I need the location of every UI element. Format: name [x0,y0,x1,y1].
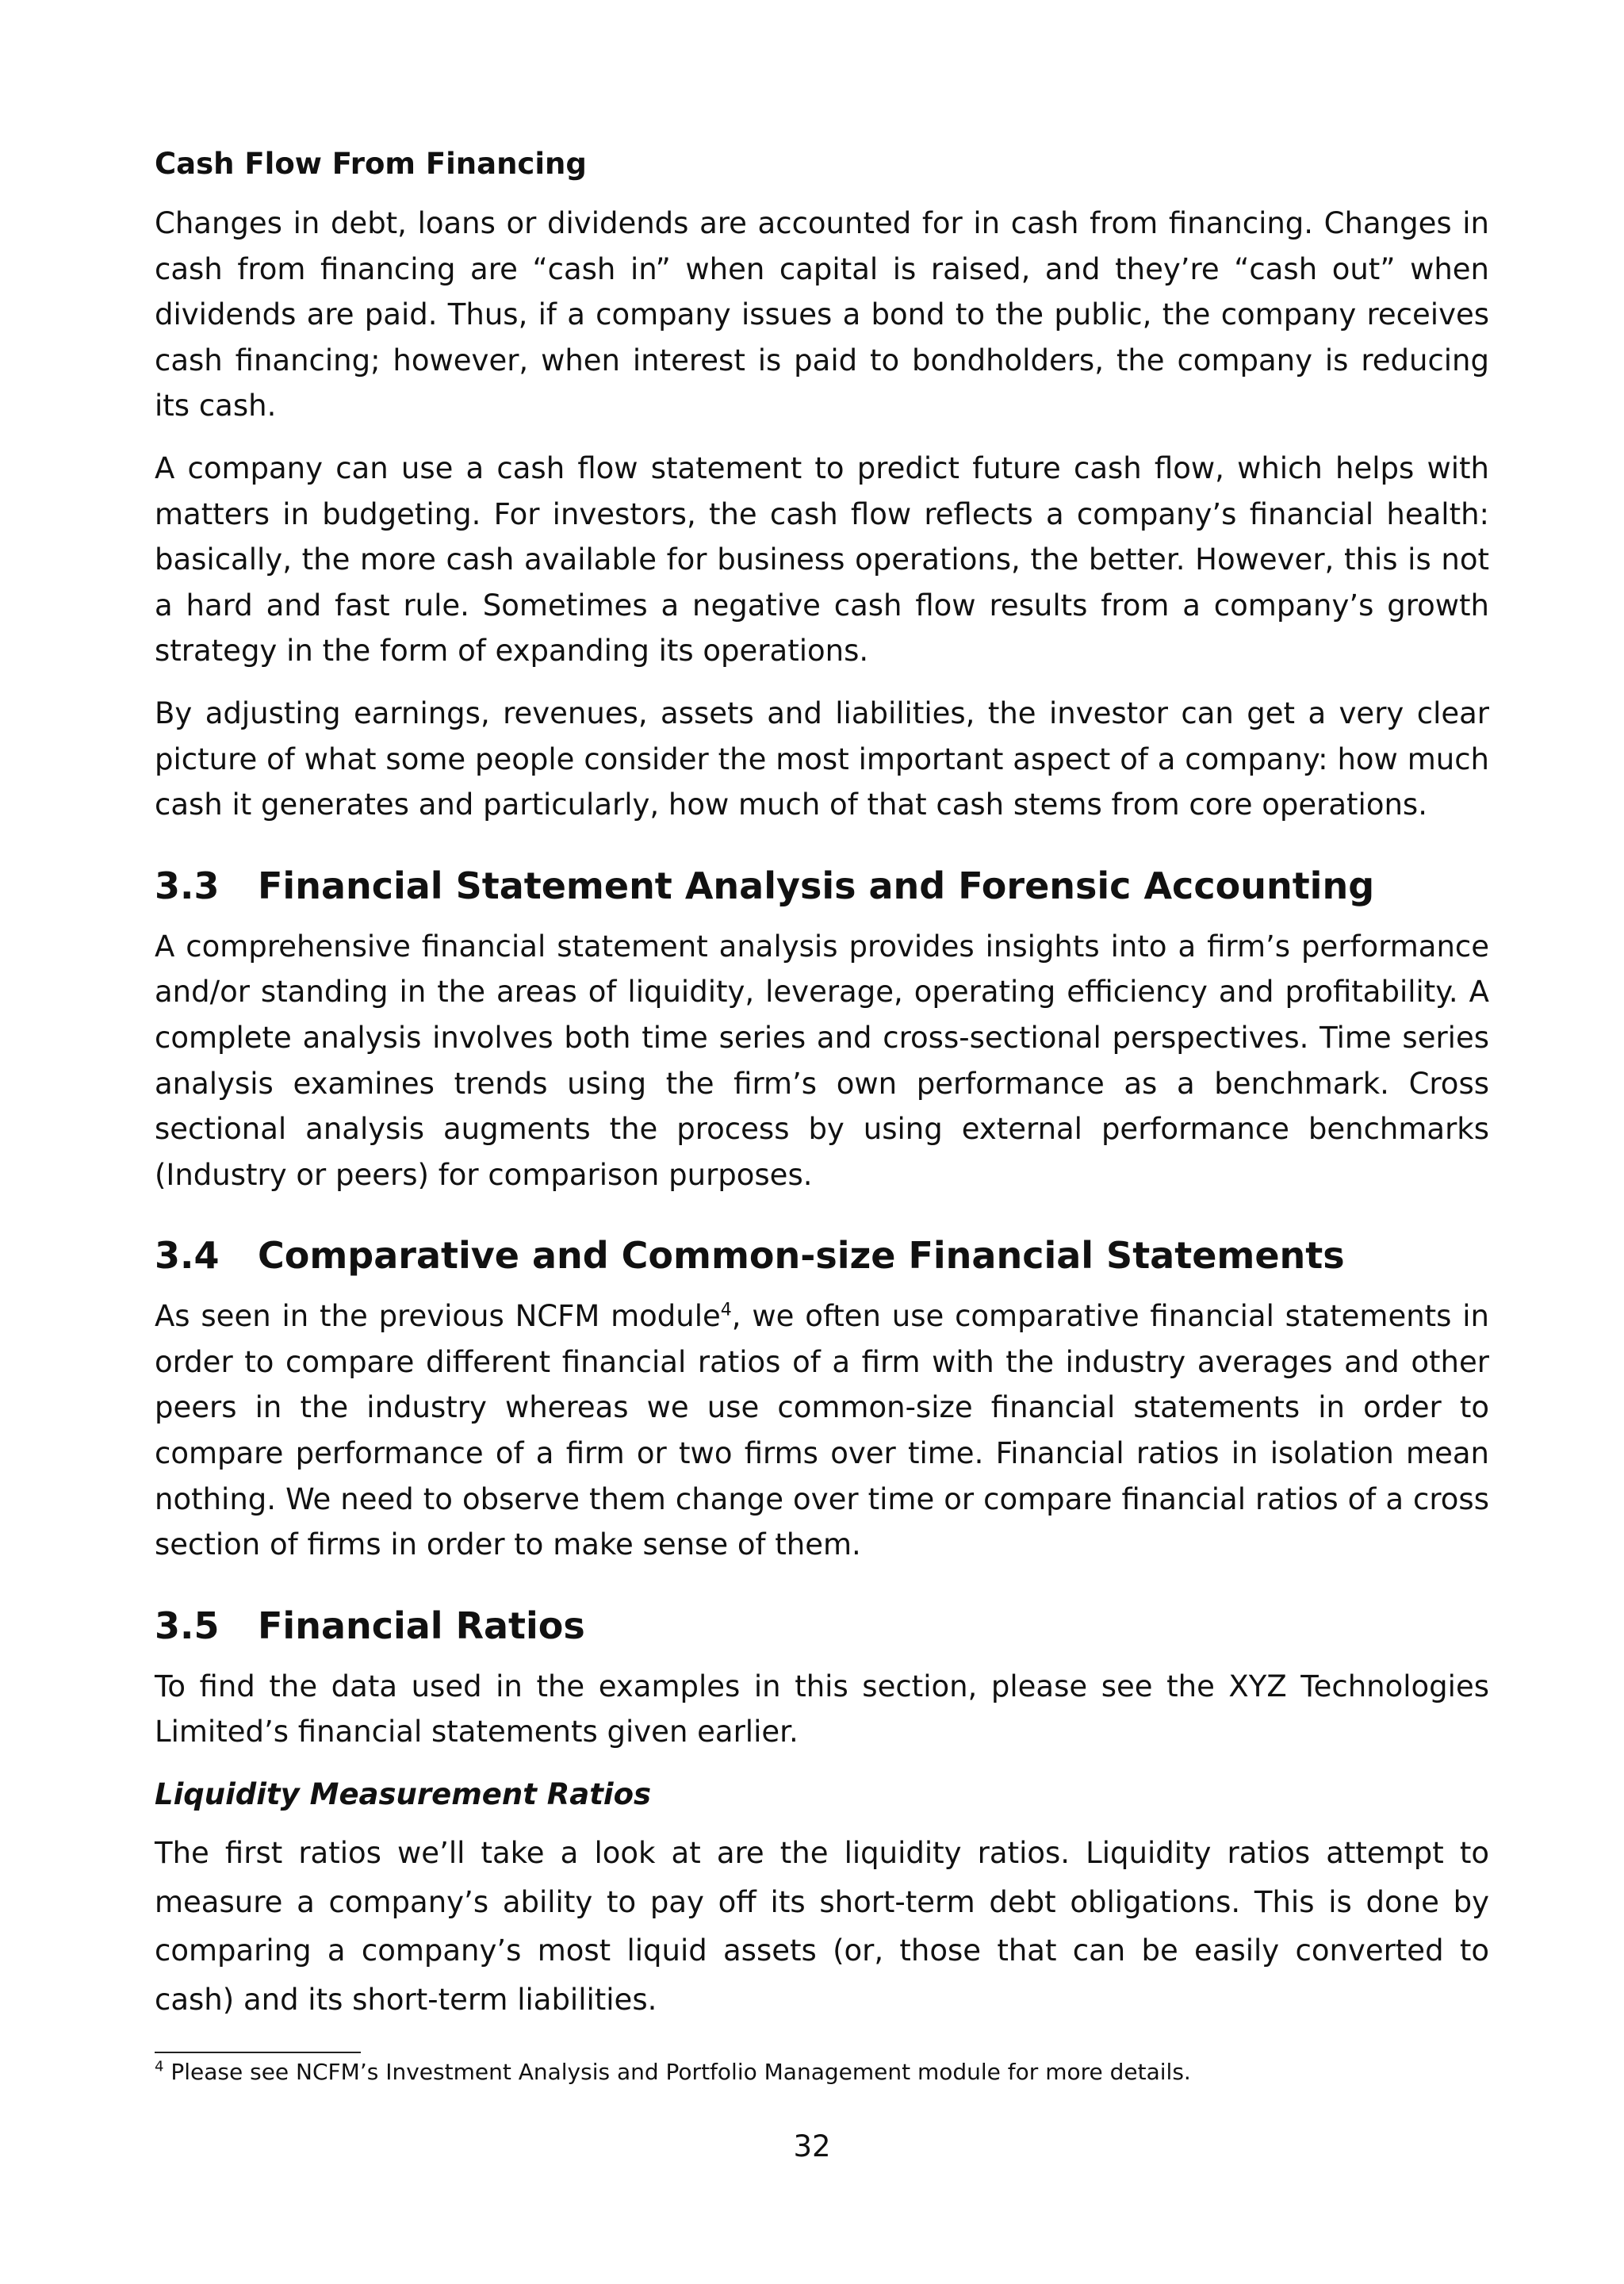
footnote-divider [155,2052,361,2053]
cash-flow-financing-paragraph-1: Changes in debt, loans or dividends are accounted for in cash from financing. Changes in cash from financing are “cash in” when capital is raised, and they’re “cash out” when dividends are paid. Thus, if a company issues a bond to the public, the company receives cash financing; however, when interest is paid to bondholders, the company is reducing its cash. [155,206,1489,423]
section-number: 3.3 [155,864,220,907]
section-number: 3.5 [155,1604,220,1647]
page-body [155,141,1489,2024]
section-number: 3.4 [155,1234,220,1278]
footnote-text: Please see NCFM’s Investment Analysis and Portfolio Management module for more details. [163,2059,1191,2085]
section-title: Comparative and Common-size Financial Statements [258,1234,1345,1278]
page-number: 32 [793,2129,831,2163]
section-3-4-paragraph [155,1293,1489,1568]
cash-flow-financing-paragraph-3: By adjusting earnings, revenues, assets and liabilities, the investor can get a very clear picture of what some people consider the most important aspect of a company: how much cash it generates and particularly, how much of that cash stems from core operations. [155,696,1489,822]
section-title: Financial Ratios [258,1604,585,1647]
section-3-3-paragraph: A comprehensive financial statement analysis provides insights into a firm’s performance and/or standing in the areas of liquidity, leverage, operating efficiency and profitability. A complete analysis involves both time series and cross-sectional perspectives. Time series analysis examines trends using the firm’s own performance as a benchmark. Cross sectional analysis augments the process by using external performance benchmarks (Industry or peers) for comparison purposes. [155,929,1489,1192]
paragraph-text: As seen in the previous NCFM module [155,1299,721,1334]
liquidity-measurement-subheading: Liquidity Measurement Ratios [155,1777,652,1812]
section-3-3-heading [155,862,1489,910]
cash-flow-financing-heading: Cash Flow From Financing [155,147,587,181]
cash-flow-financing-paragraph-2: A company can use a cash flow statement to predict future cash flow, which helps with matters in budgeting. For investors, the cash flow reflects a company’s financial health: basically, the more cash available for business operations, the better. However, this is not a hard and fast rule. Sometimes a negative cash flow results from a company’s growth strategy in the form of expanding its operations. [155,450,1489,669]
section-title: Financial Statement Analysis and Forensic Accounting [258,864,1375,907]
footnote-reference[interactable]: 4 [720,1300,732,1320]
footnote [155,2056,1489,2089]
section-3-5-paragraph: To find the data used in the examples in this section, please see the XYZ Technologies Limited’s financial statements given earlier. [155,1669,1489,1749]
footnote-marker: 4 [155,2058,164,2075]
paragraph-text: , we often use comparative financial statements in order to compare different financial ratios of a firm with the industry averages and other peers in the industry whereas we use common-size financial statements in order to compare performance of a firm or two firms over time. Financial ratios in isolation mean nothing. We need to observe them change over time or compare financial ratios of a cross section of firms in order to make sense of them. [155,1299,1489,1562]
section-3-5-heading [155,1602,1489,1650]
section-3-4-heading [155,1232,1489,1279]
liquidity-paragraph: The first ratios we’ll take a look at are the liquidity ratios. Liquidity ratios attempt to measure a company’s ability to pay off its short-term debt obligations. This is done by comparing a company’s most liquid assets (or, those that can be easily converted to cash) and its short-term liabilities. [155,1836,1489,2017]
